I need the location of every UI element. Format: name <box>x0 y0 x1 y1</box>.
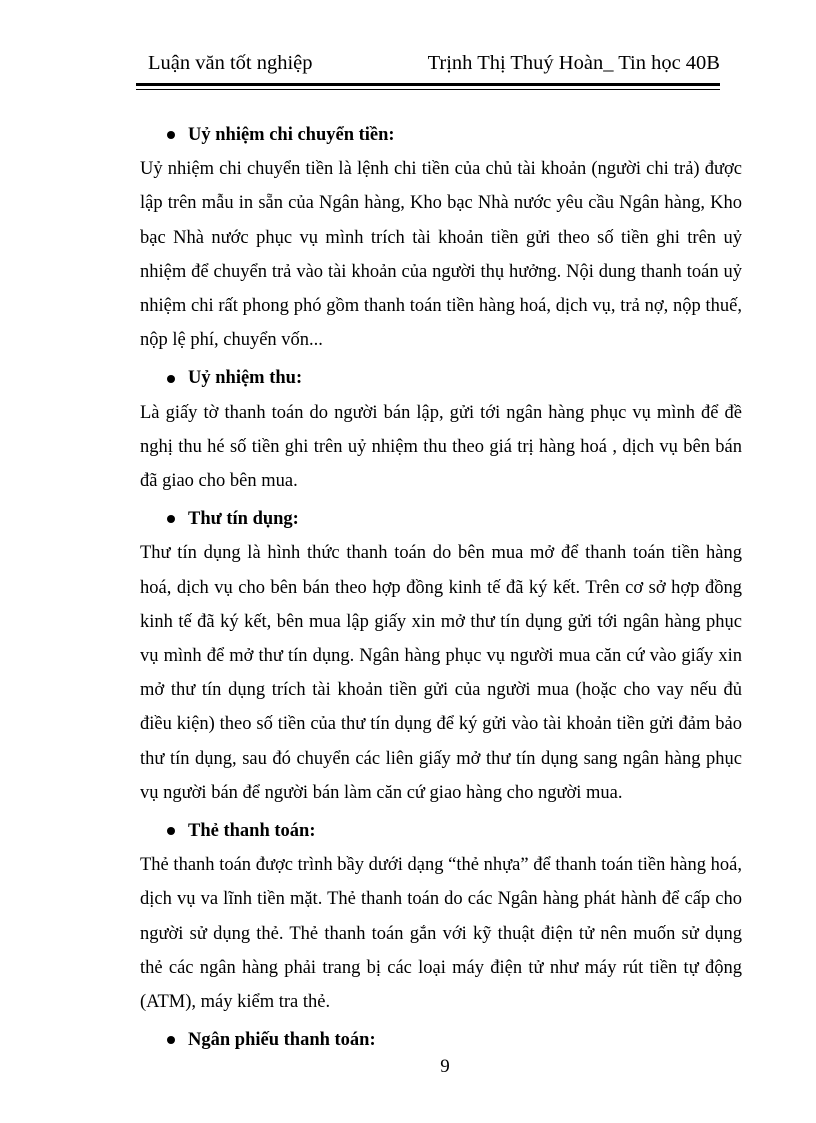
bullet-icon <box>167 827 175 835</box>
section-heading <box>140 118 742 152</box>
section-paragraph: Thẻ thanh toán được trình bầy dưới dạng “thẻ nhựa” để thanh toán tiền hàng hoá, dịch vụ va lĩnh tiền mặt. Thẻ thanh toán do các Ngân hàng phát hành để cấp cho người sử dụng thẻ. Thẻ thanh toán gắn với kỹ thuật điện tử nên muốn sử dụng thẻ các ngân hàng phải trang bị các loại máy điện tử như máy rút tiền tự động (ATM), máy kiểm tra thẻ. <box>140 855 742 1013</box>
section-heading <box>140 361 742 395</box>
section-heading <box>140 502 742 536</box>
bullet-icon <box>167 1036 175 1044</box>
heading-text: Uỷ nhiệm thu: <box>188 368 303 389</box>
page-header <box>148 52 720 80</box>
header-rule-thick <box>136 83 720 86</box>
section-paragraph: Là giấy tờ thanh toán do người bán lập, gửi tới ngân hàng phục vụ mình để đề nghị thu hé số tiền ghi trên uỷ nhiệm thu theo giá trị hàng hoá , dịch vụ bên bán đã giao cho bên mua. <box>140 402 742 492</box>
bullet-icon <box>167 375 175 383</box>
header-rule-thin <box>136 89 720 90</box>
section-paragraph: Thư tín dụng là hình thức thanh toán do bên mua mở để thanh toán tiền hàng hoá, dịch vụ cho bên bán theo hợp đồng kinh tế đã ký kết. Trên cơ sở hợp đồng kinh tế đã ký kết, bên mua lập giấy xin mở thư tín dụng gửi tới ngân hàng phục vụ mình để mở thư tín dụng. Ngân hàng phục vụ người mua căn cứ vào giấy xin mở thư tín dụng trích tài khoản tiền gửi của người mua (hoặc cho vay nếu đủ điều kiện) theo số tiền của thư tín dụng để ký gửi vào tài khoản tiền gửi đảm bảo thư tín dụng, sau đó chuyển các liên giấy mở thư tín dụng sang ngân hàng phục vụ người bán để người bán làm căn cứ giao hàng cho người mua. <box>140 543 742 803</box>
header-thesis-label: Luận văn tốt nghiệp <box>148 52 313 74</box>
section-heading <box>140 1023 742 1057</box>
header-author: Trịnh Thị Thuý Hoàn_ Tin học 40B <box>427 52 720 74</box>
bullet-icon <box>167 515 175 523</box>
section-paragraph: Uỷ nhiệm chi chuyển tiền là lệnh chi tiền của chủ tài khoản (người chi trả) được lập trên mẫu in sẵn của Ngân hàng, Kho bạc Nhà nước yêu cầu Ngân hàng, Kho bạc Nhà nước phục vụ mình trích tài khoản tiền gửi theo số tiền ghi trên uỷ nhiệm để chuyển trả vào tài khoản của người thụ hưởng. Nội dung thanh toán uỷ nhiệm chi rất phong phó gồm thanh toán tiền hàng hoá, dịch vụ, trả nợ, nộp thuế, nộp lệ phí, chuyển vốn... <box>140 159 742 351</box>
heading-text: Uỷ nhiệm chi chuyển tiền: <box>188 125 395 145</box>
heading-text: Thẻ thanh toán: <box>188 821 316 842</box>
page-number: 9 <box>440 1056 450 1077</box>
section-heading <box>140 814 742 848</box>
bullet-icon <box>167 131 175 139</box>
heading-text: Thư tín dụng: <box>188 509 299 530</box>
document-body <box>140 118 742 1057</box>
heading-text: Ngân phiếu thanh toán: <box>188 1030 376 1051</box>
